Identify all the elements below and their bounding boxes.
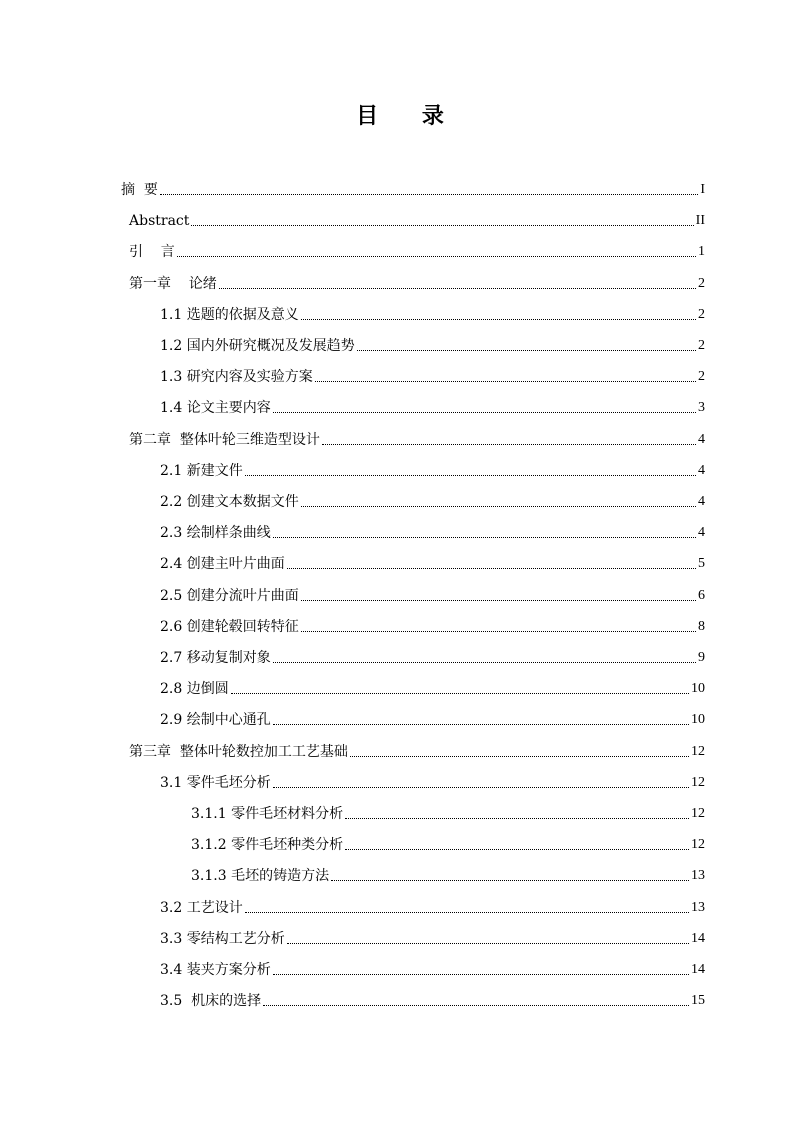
toc-entry-page-number: 10 [691, 681, 705, 697]
toc-entry[interactable] [160, 574, 705, 606]
toc-entry[interactable] [160, 979, 705, 1011]
toc-entry[interactable] [191, 854, 705, 886]
toc-entry[interactable] [160, 698, 705, 730]
toc-entry-label: 2.4 创建主叶片曲面 [160, 556, 285, 573]
toc-entry-page-number: II [695, 213, 705, 229]
dot-leader [287, 568, 696, 569]
toc-entry[interactable] [129, 199, 705, 231]
dot-leader [315, 381, 696, 382]
toc-entry-label: 1.3 研究内容及实验方案 [160, 369, 313, 386]
toc-entry-label: 1.1 选题的依据及意义 [160, 306, 299, 323]
toc-entry-page-number: 6 [698, 587, 705, 603]
toc-entry-page-number: 9 [698, 650, 705, 665]
toc-entry-page-number: 10 [691, 712, 705, 728]
dot-leader [322, 444, 696, 445]
toc-entry-label: 2.8 边倒圆 [160, 681, 229, 698]
dot-leader [301, 600, 696, 601]
dot-leader [301, 631, 696, 632]
toc-entry-page-number: 13 [691, 899, 705, 915]
toc-entry[interactable] [160, 324, 705, 356]
toc-entry-page-number: 12 [691, 837, 705, 853]
toc-entry-page-number: 14 [691, 930, 705, 946]
toc-entry[interactable] [129, 230, 705, 262]
toc-entry[interactable] [160, 636, 705, 668]
dot-leader [273, 537, 696, 538]
toc-entry-page-number: I [700, 182, 705, 197]
toc-entry-page-number: 12 [691, 743, 705, 759]
toc-entry[interactable] [160, 542, 705, 574]
dot-leader [273, 724, 689, 725]
dot-leader [357, 350, 696, 351]
toc-entry[interactable] [160, 667, 705, 699]
toc-entry[interactable] [191, 792, 705, 824]
dot-leader [219, 288, 696, 289]
toc-entry-page-number: 4 [698, 462, 705, 478]
dot-leader [301, 506, 696, 507]
toc-entry-label: 2.5 创建分流叶片曲面 [160, 587, 299, 604]
toc-entry-label: 3.2 工艺设计 [160, 899, 243, 916]
toc-entry[interactable] [160, 449, 705, 481]
toc-entry-label: 3.4 装夹方案分析 [160, 962, 271, 978]
toc-entry-page-number: 8 [698, 618, 705, 634]
toc-entry-label: 第一章 论绪 [129, 275, 217, 292]
toc-entry-page-number: 3 [698, 400, 705, 416]
dot-leader [245, 912, 689, 913]
dot-leader [273, 412, 696, 413]
toc-entry-label: 2.6 创建轮毂回转特征 [160, 618, 299, 635]
dot-leader [350, 756, 689, 757]
toc-entry[interactable] [160, 355, 705, 387]
toc-entry[interactable] [160, 480, 705, 512]
toc-entry-label: 第二章 整体叶轮三维造型设计 [129, 431, 320, 448]
toc-entry-page-number: 4 [698, 494, 705, 509]
dot-leader [191, 225, 693, 226]
toc-entry-page-number: 4 [698, 525, 705, 541]
toc-entry-label: 摘 要 [121, 182, 158, 198]
toc-entry[interactable] [160, 761, 705, 793]
toc-entry-label: 引 言 [129, 244, 175, 261]
toc-entry[interactable] [160, 948, 705, 980]
toc-entry-page-number: 2 [698, 338, 705, 353]
toc-entry[interactable] [191, 823, 705, 855]
toc-entry-label: 3.1.2 零件毛坯种类分析 [191, 837, 344, 854]
toc-entry-label: 第三章 整体叶轮数控加工工艺基础 [129, 743, 348, 760]
toc-entry[interactable] [160, 511, 705, 543]
toc-entry[interactable] [160, 293, 705, 325]
toc-entry[interactable] [129, 730, 705, 762]
toc-entry-label: 2.1 新建文件 [160, 462, 243, 479]
toc-entry[interactable] [129, 418, 705, 450]
toc-entry-label: 3.1 零件毛坯分析 [160, 774, 271, 791]
toc-entry[interactable] [160, 886, 705, 918]
toc-entry-label: 2.9 绘制中心通孔 [160, 712, 271, 729]
toc-entry-label: 3.1.3 毛坯的铸造方法 [191, 868, 330, 885]
toc-entry-label: Abstract [129, 213, 190, 230]
toc-entry-page-number: 4 [698, 431, 705, 447]
toc-entry-page-number: 12 [691, 806, 705, 821]
toc-entry-page-number: 13 [691, 868, 705, 884]
toc-entry-page-number: 2 [698, 306, 705, 322]
toc-entry[interactable] [160, 386, 705, 418]
toc-entry[interactable] [129, 262, 705, 294]
toc-entry-page-number: 1 [698, 244, 705, 260]
toc-entry-label: 3.1.1 零件毛坯材料分析 [191, 806, 344, 822]
dot-leader [263, 1005, 689, 1006]
dot-leader [273, 662, 696, 663]
dot-leader [231, 693, 689, 694]
dot-leader [177, 256, 696, 257]
toc-entry-page-number: 14 [691, 962, 705, 977]
dot-leader [245, 475, 696, 476]
toc-entry[interactable] [160, 917, 705, 949]
dot-leader [273, 787, 689, 788]
toc-entry-page-number: 5 [698, 556, 705, 572]
dot-leader [331, 880, 689, 881]
toc-entry-label: 3.5 机床的选择 [160, 993, 262, 1010]
toc-entry-page-number: 15 [691, 993, 705, 1009]
toc-entry-page-number: 12 [691, 774, 705, 790]
toc-entry-label: 2.7 移动复制对象 [160, 650, 271, 666]
dot-leader [345, 818, 689, 819]
toc-entry-label: 1.2 国内外研究概况及发展趋势 [160, 338, 355, 354]
toc-entry-label: 3.3 零结构工艺分析 [160, 930, 285, 947]
dot-leader [273, 974, 689, 975]
toc-entry-label: 2.2 创建文本数据文件 [160, 494, 299, 510]
toc-entry-page-number: 2 [698, 275, 705, 291]
toc-entry-page-number: 2 [698, 369, 705, 385]
dot-leader [345, 849, 689, 850]
dot-leader [160, 194, 698, 195]
toc-entry[interactable] [160, 605, 705, 637]
toc-entry-label: 1.4 论文主要内容 [160, 400, 271, 417]
toc-entry[interactable] [121, 168, 705, 200]
page-title: 目 录 [356, 103, 462, 129]
dot-leader [287, 943, 689, 944]
dot-leader [301, 319, 696, 320]
toc-entry-label: 2.3 绘制样条曲线 [160, 525, 271, 542]
